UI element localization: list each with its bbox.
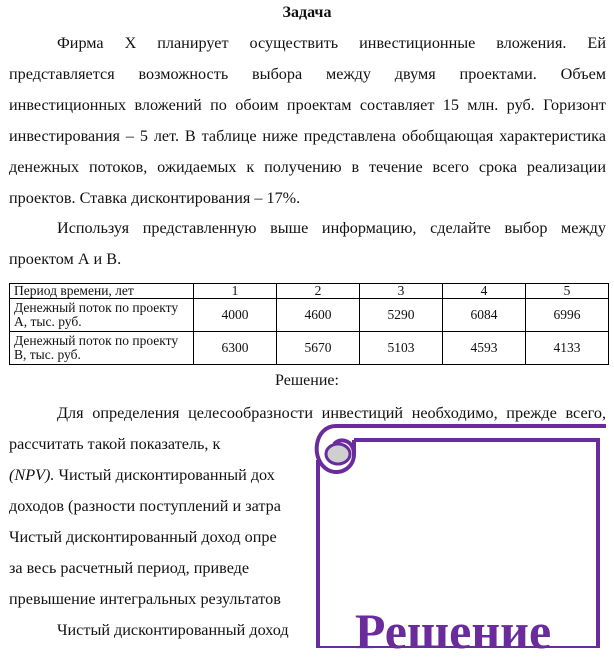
table-header-cell: 1 bbox=[194, 284, 277, 299]
table-header-cell: 3 bbox=[360, 284, 443, 299]
task-title: Задача bbox=[282, 4, 332, 21]
table-row-label: Денежный поток по проекту В, тыс. руб. bbox=[10, 332, 194, 365]
table-header-cell: 5 bbox=[526, 284, 609, 299]
solution-paragraph: Для определения целесообразности инвестиций необходимо, прежде всего, рассчитать такой показатель, к (NPV). Чистый дисконтированный дох доходов (разности поступлений и затра Чистый дисконтированный доход опре за весь расчетный период, приведе превышение интегральных результатов Чистый дисконтированный доход bbox=[9, 404, 606, 639]
table-cell: 4600 bbox=[277, 299, 360, 332]
table-cell: 4133 bbox=[526, 332, 609, 365]
task-paragraph-1: Фирма X планирует осуществить инвестиционные вложения. Ей представляется возможность выбора между двумя проектами. Объем инвестиционных вложений по обоим проектам составляет 15 млн. руб. Горизонт инвестирования – 5 лет. В таблице ниже представлена обобщающая характеристика денежных потоков, ожидаемых к получению в течение всего срока реализации проектов. Ставка дисконтирования – 17%. bbox=[9, 34, 606, 207]
table-row bbox=[10, 299, 609, 332]
table-cell: 5670 bbox=[277, 332, 360, 365]
table-cell: 5103 bbox=[360, 332, 443, 365]
solution-heading: Решение: bbox=[275, 372, 339, 389]
table-row bbox=[10, 332, 609, 365]
table-header-row bbox=[10, 284, 609, 299]
table-cell: 6300 bbox=[194, 332, 277, 365]
banner-title: Решение bbox=[354, 603, 552, 659]
table-row-label: Денежный поток по проекту А, тыс. руб. bbox=[10, 299, 194, 332]
table-cell: 6084 bbox=[443, 299, 526, 332]
table-cell: 5290 bbox=[360, 299, 443, 332]
cash-flow-table bbox=[9, 283, 609, 365]
table-cell: 4000 bbox=[194, 299, 277, 332]
table-cell: 6996 bbox=[526, 299, 609, 332]
table-cell: 4593 bbox=[443, 332, 526, 365]
table-header-cell: 4 bbox=[443, 284, 526, 299]
table-header-cell: 2 bbox=[277, 284, 360, 299]
table-header-cell: Период времени, лет bbox=[10, 284, 194, 299]
task-paragraph-2: Используя представленную выше информацию, сделайте выбор между проектом А и В. bbox=[9, 219, 606, 268]
